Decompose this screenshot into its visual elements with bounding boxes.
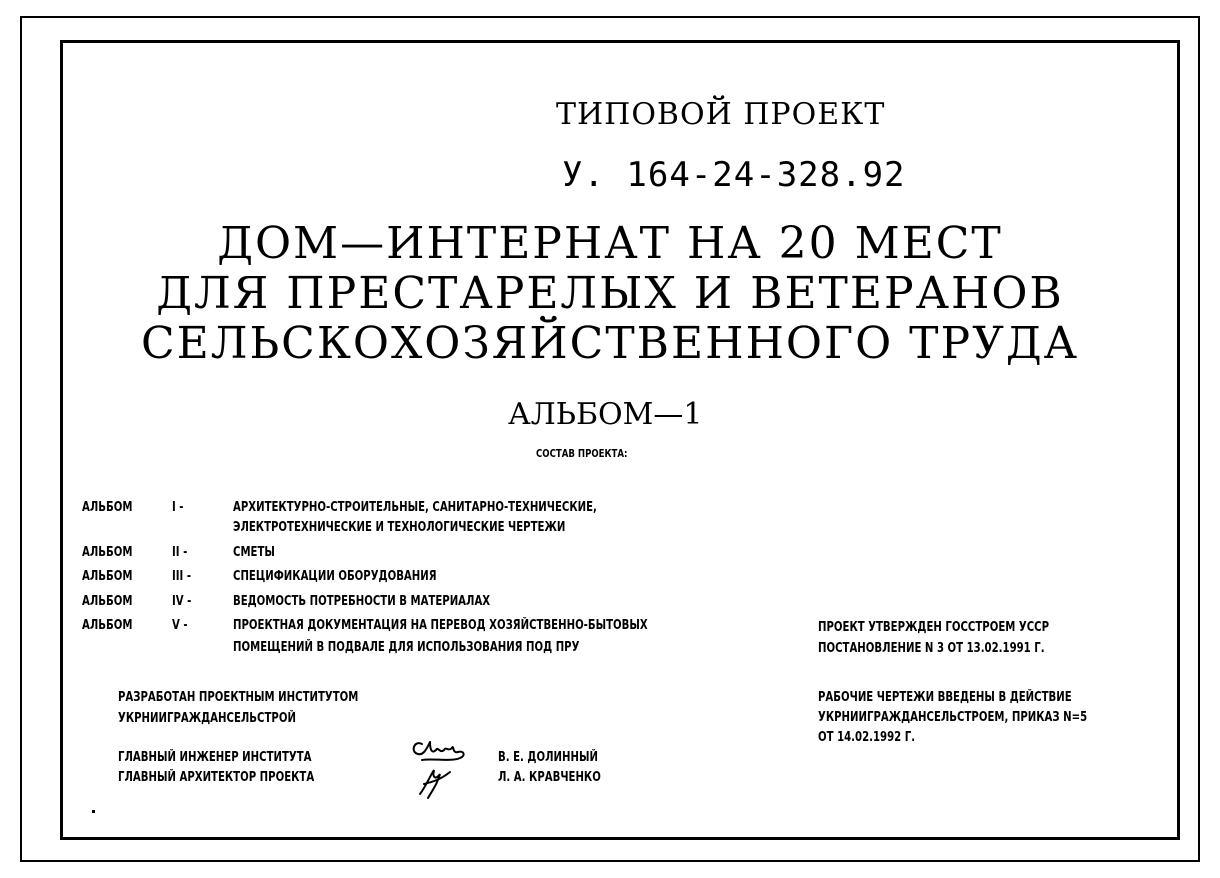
album-description: ВЕДОМОСТЬ ПОТРЕБНОСТИ В МАТЕРИАЛАХ [233, 594, 491, 609]
album-description-cont: ЭЛЕКТРОТЕХНИЧЕСКИЕ И ТЕХНОЛОГИЧЕСКИЕ ЧЕРТЕЖИ [233, 520, 566, 535]
album-description: АРХИТЕКТУРНО-СТРОИТЕЛЬНЫЕ, САНИТАРНО-ТЕХНИЧЕСКИЕ, [233, 500, 597, 515]
album-label: АЛЬБОМ—1 [508, 397, 703, 432]
album-number: V - [172, 618, 188, 633]
title-line-2: ДЛЯ ПРЕСТАРЕЛЫХ И ВЕТЕРАНОВ [156, 268, 1064, 319]
signatory-role: ГЛАВНЫЙ ИНЖЕНЕР ИНСТИТУТА [118, 750, 312, 765]
approval-line-2: ПОСТАНОВЛЕНИЕ N 3 ОТ 13.02.1991 Г. [818, 641, 1045, 656]
signatory-role: ГЛАВНЫЙ АРХИТЕКТОР ПРОЕКТА [118, 770, 315, 785]
effective-line-2: УКРНИИГРАЖДАНСЕЛЬСТРОЕМ, ПРИКАЗ N=5 [818, 710, 1088, 725]
title-line-1: ДОМ—ИНТЕРНАТ НА 20 МЕСТ [217, 218, 1003, 269]
album-word: АЛЬБОМ [82, 545, 133, 560]
signatory-name: Л. А. КРАВЧЕНКО [498, 770, 601, 785]
effective-line-3: ОТ 14.02.1992 Г. [818, 730, 916, 745]
album-word: АЛЬБОМ [82, 569, 133, 584]
album-description-cont: ПОМЕЩЕНИЙ В ПОДВАЛЕ ДЛЯ ИСПОЛЬЗОВАНИЯ ПОД ПРУ [233, 640, 580, 655]
album-word: АЛЬБОМ [82, 594, 133, 609]
album-word: АЛЬБОМ [82, 618, 133, 633]
stray-mark [92, 810, 95, 813]
album-word: АЛЬБОМ [82, 500, 133, 515]
album-number: I - [172, 500, 184, 515]
album-number: III - [172, 569, 192, 584]
album-number: IV - [172, 594, 192, 609]
signatory-name: В. Е. ДОЛИННЫЙ [498, 750, 598, 765]
project-code: У. 164-24-328.92 [562, 155, 906, 195]
contents-heading: СОСТАВ ПРОЕКТА: [536, 447, 628, 460]
project-type: ТИПОВОЙ ПРОЕКТ [556, 97, 886, 132]
title-line-3: СЕЛЬСКОХОЗЯЙСТВЕННОГО ТРУДА [141, 318, 1079, 369]
album-description: ПРОЕКТНАЯ ДОКУМЕНТАЦИЯ НА ПЕРЕВОД ХОЗЯЙСТВЕННО-БЫТОВЫХ [233, 618, 648, 633]
album-number: II - [172, 545, 188, 560]
developer-line-1: РАЗРАБОТАН ПРОЕКТНЫМ ИНСТИТУТОМ [118, 690, 359, 705]
developer-line-2: УКРНИИГРАЖДАНСЕЛЬСТРОЙ [118, 711, 296, 726]
approval-line-1: ПРОЕКТ УТВЕРЖДЕН ГОССТРОЕМ УССР [818, 620, 1050, 635]
effective-line-1: РАБОЧИЕ ЧЕРТЕЖИ ВВЕДЕНЫ В ДЕЙСТВИЕ [818, 690, 1072, 705]
album-description: СПЕЦИФИКАЦИИ ОБОРУДОВАНИЯ [233, 569, 437, 584]
album-description: СМЕТЫ [233, 545, 275, 560]
